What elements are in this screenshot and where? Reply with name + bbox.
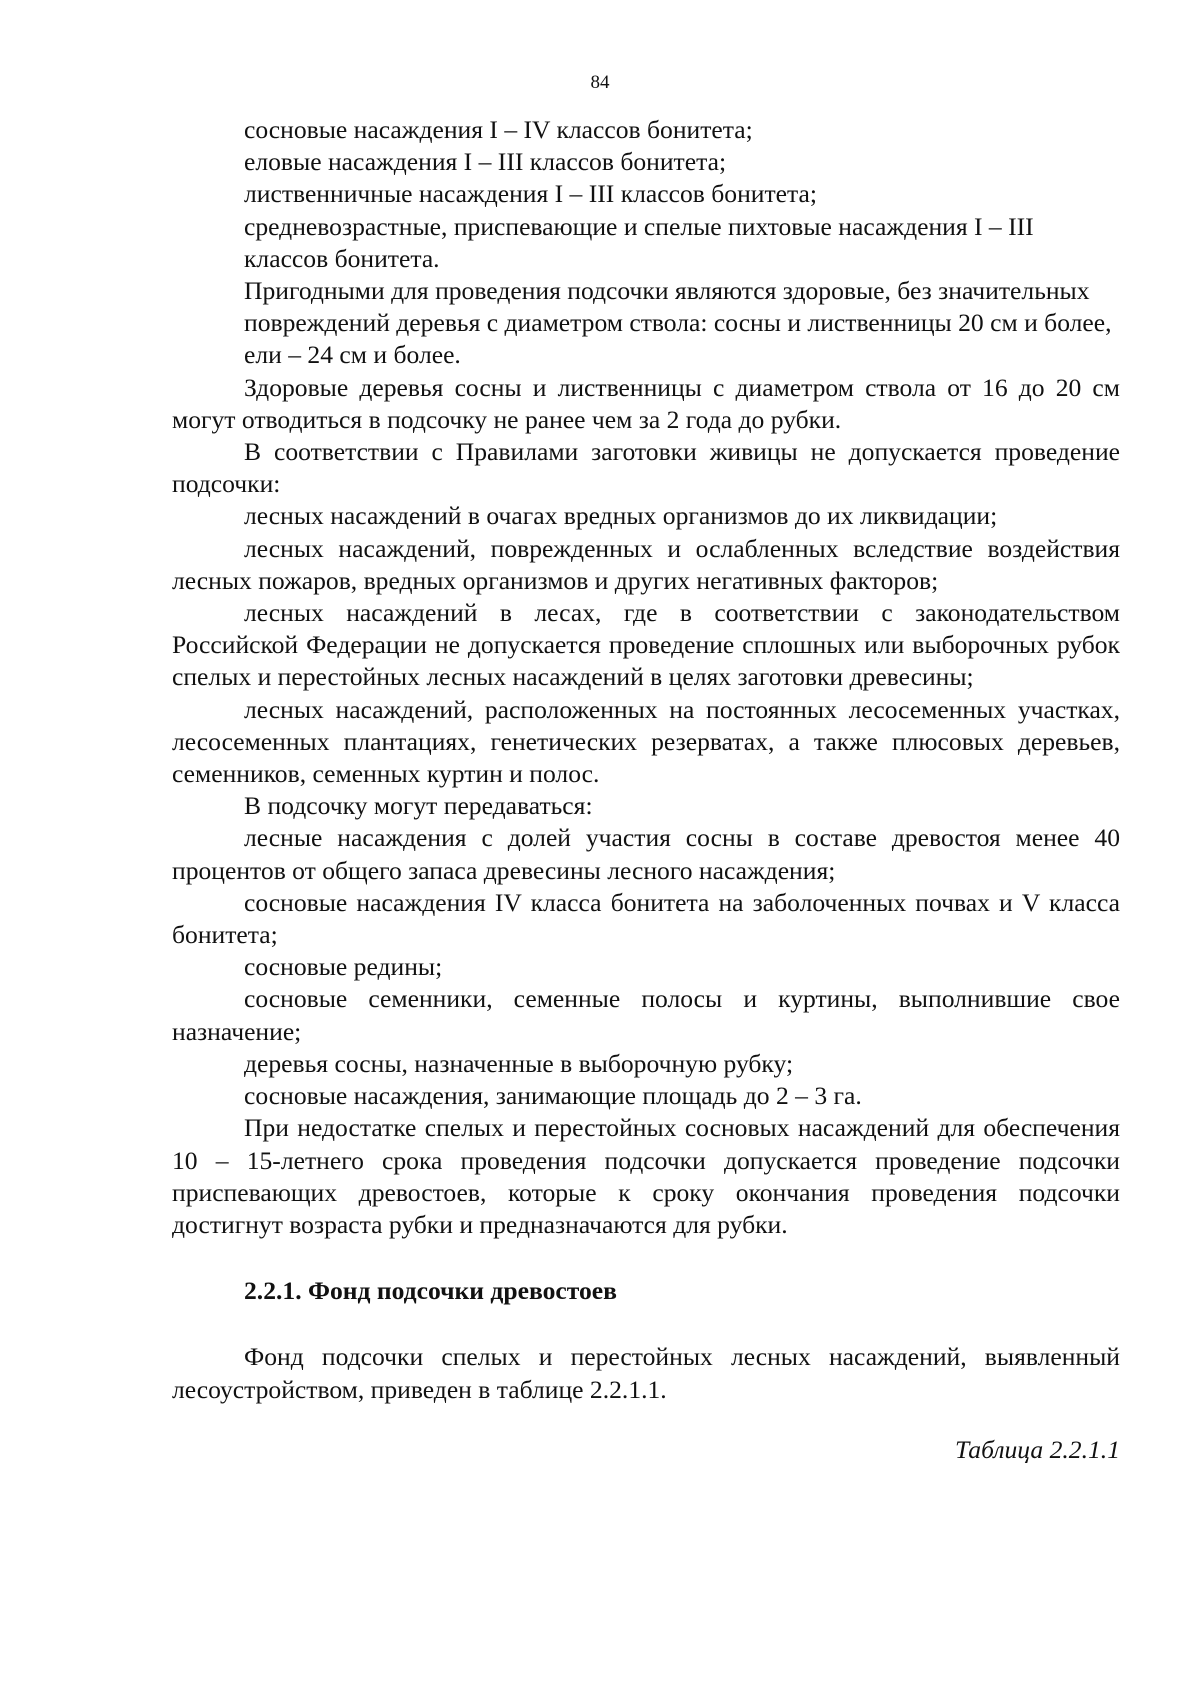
list-item: сосновые насаждения, занимающие площадь до 2 – 3 га.: [244, 1081, 862, 1111]
list-item: лесных насаждений, поврежденных и ослабленных вследствие воздействия лесных пожаров, вредных организмов и других негативных факторов;: [172, 533, 1120, 595]
list-item: лесных насаждений, расположенных на постоянных лесосеменных участках, лесосеменных плантациях, генетических резерватах, а также плюсовых деревьев, семенников, семенных куртин и полос.: [172, 694, 1120, 789]
rules-paragraph: В соответствии с Правилами заготовки живицы не допускается проведение подсочки:: [172, 437, 1120, 499]
list-item: лесные насаждения с долей участия сосны в составе древостоя менее 40 процентов от общего запаса древесины лесного насаждения;: [172, 823, 1120, 885]
table-caption: Таблица 2.2.1.1: [955, 1434, 1120, 1464]
page-number: 84: [590, 72, 610, 93]
fir-stands-item: средневозрастные, приспевающие и спелые пихтовые насаждения I – III классов бонитета.: [244, 211, 1034, 273]
fund-paragraph: Фонд подсочки спелых и перестойных лесных насаждений, выявленный лесоустройством, приведен в таблице 2.2.1.1.: [172, 1342, 1120, 1404]
page-content: [172, 114, 1120, 1466]
list-item: еловые насаждения I – III классов бонитета;: [244, 147, 727, 177]
list-item: лесных насаждений в лесах, где в соответствии с законодательством Российской Федерации не допускается проведение сплошных или выборочных рубок спелых и перестойных лесных насаждений в целях заготовки древесины;: [172, 598, 1120, 692]
list-item: сосновые редины;: [244, 952, 443, 982]
section-heading: 2.2.1. Фонд подсочки древостоев: [244, 1276, 617, 1306]
list-item: лиственничные насаждения I – III классов бонитета;: [244, 179, 818, 209]
healthy-trees-paragraph: Здоровые деревья сосны и лиственницы с диаметром ствола от 16 до 20 см могут отводиться в подсочку не ранее чем за 2 года до рубки.: [172, 372, 1120, 434]
suitable-trees-paragraph: Пригодными для проведения подсочки являются здоровые, без значительных повреждений деревья с диаметром ствола: сосны и лиственницы 20 см и более, ели – 24 см и более.: [244, 276, 1112, 370]
list-item: деревья сосны, назначенные в выборочную рубку;: [244, 1048, 794, 1078]
list-item: сосновые насаждения I – IV классов бонитета;: [244, 115, 753, 144]
list-item: сосновые насаждения IV класса бонитета на заболоченных почвах и V класса бонитета;: [172, 887, 1120, 950]
transfer-paragraph: В подсочку могут передаваться:: [244, 791, 593, 821]
shortage-paragraph: При недостатке спелых и перестойных сосновых насаждений для обеспечения 10 – 15-летнего срока проведения подсочки допускается проведение подсочки приспевающих древостоев, которые к сроку окончания проведения подсочки достигнут возраста рубки и предназначаются для рубки.: [172, 1113, 1120, 1239]
list-item: лесных насаждений в очагах вредных организмов до их ликвидации;: [244, 501, 998, 531]
list-item: сосновые семенники, семенные полосы и куртины, выполнившие свое назначение;: [172, 984, 1120, 1046]
